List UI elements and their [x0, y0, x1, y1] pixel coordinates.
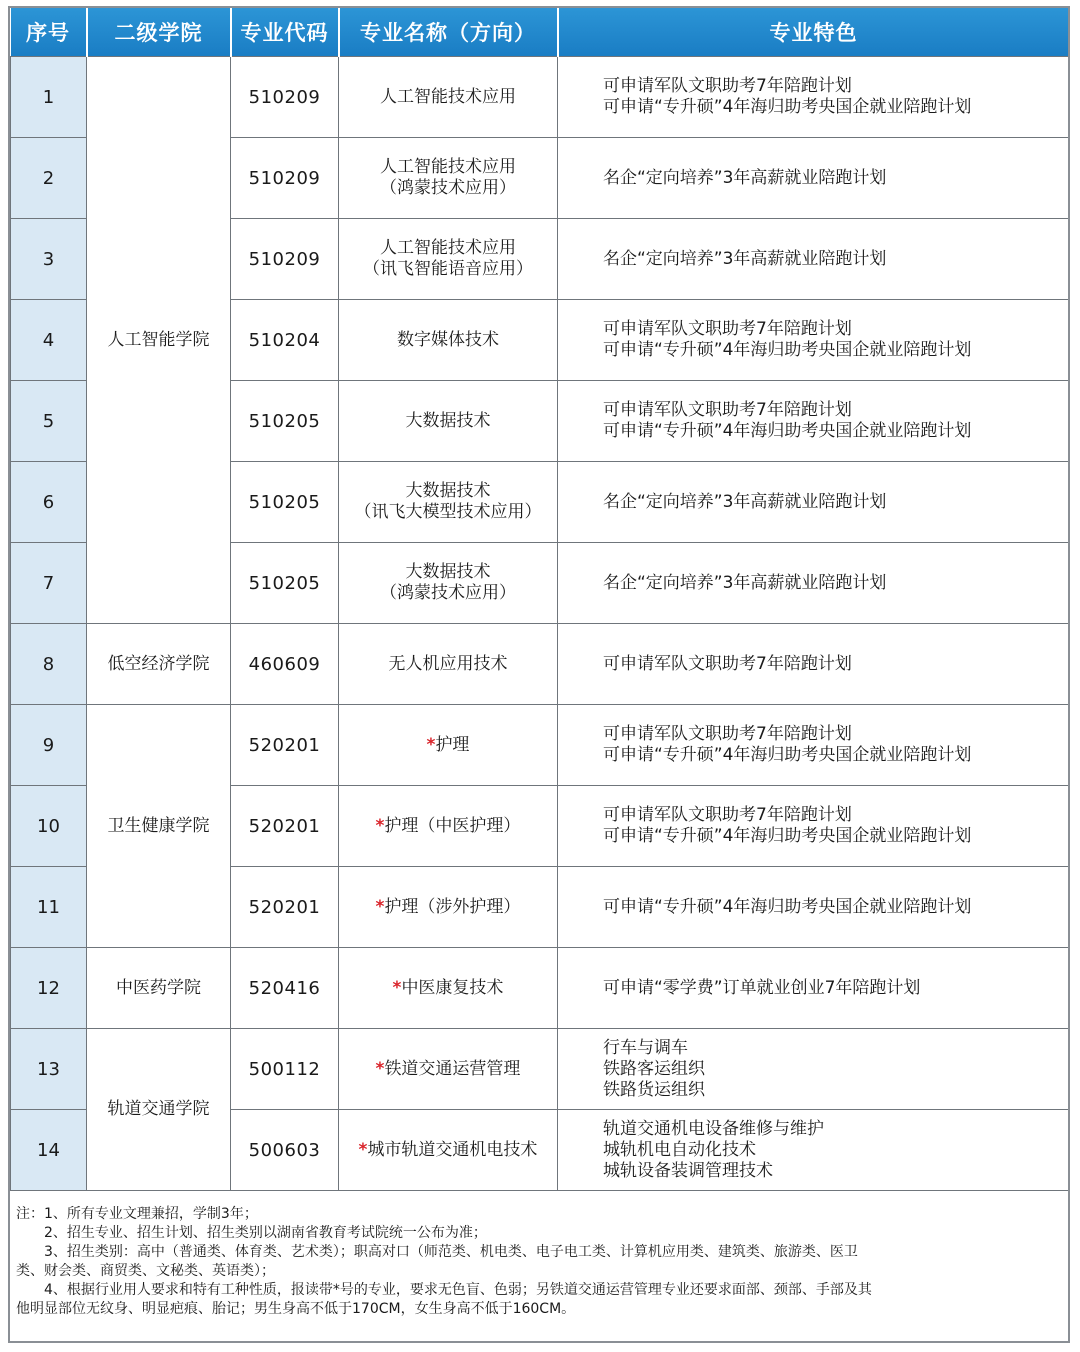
- feature-line: 可申请“专升硕”4年海归助考央国企就业陪跑计划: [603, 896, 972, 917]
- major-name-line: [339, 897, 557, 918]
- note-item: [16, 1243, 1054, 1281]
- major-features: [558, 300, 1069, 381]
- major-name-line: [339, 654, 557, 675]
- row-index: 7: [11, 543, 87, 624]
- header-features: 专业特色: [558, 8, 1069, 57]
- college-name: 人工智能学院: [87, 57, 231, 624]
- notes-lead: 注：: [16, 1206, 44, 1222]
- major-name-text: 人工智能技术应用: [380, 157, 516, 177]
- major-name-text: 护理: [435, 734, 470, 755]
- major-name-text: （鸿蒙技术应用）: [380, 178, 516, 198]
- major-name-line: [339, 1140, 557, 1161]
- note-line: 1、所有专业文理兼招，学制3年；: [44, 1206, 258, 1222]
- major-name-text: 中医康复技术: [401, 977, 504, 998]
- row-index: 13: [11, 1029, 87, 1110]
- major-name: [339, 1029, 558, 1110]
- table-row: [11, 1029, 1069, 1110]
- feature-line: 可申请军队文职助考7年陪跑计划: [603, 319, 852, 339]
- feature-line: 轨道交通机电设备维修与维护: [603, 1118, 824, 1139]
- major-code: 520201: [231, 786, 339, 867]
- feature-line: 可申请“专升硕”4年海归助考央国企就业陪跑计划: [603, 97, 972, 117]
- row-index: 6: [11, 462, 87, 543]
- college-name: 轨道交通学院: [87, 1029, 231, 1191]
- major-name-text: 护理（中医护理）: [384, 815, 521, 836]
- major-name-line: [339, 502, 557, 523]
- restriction-star-mark: *: [358, 1139, 368, 1160]
- row-index: 8: [11, 624, 87, 705]
- row-index: 9: [11, 705, 87, 786]
- header-index: 序号: [11, 8, 87, 57]
- major-name-line: [339, 411, 557, 432]
- major-name-text: 大数据技术: [405, 410, 491, 431]
- enrollment-table-frame: [8, 6, 1070, 1343]
- feature-line: 行车与调车: [603, 1037, 688, 1058]
- major-features: [558, 1110, 1069, 1191]
- feature-line: 城轨设备装调管理技术: [603, 1160, 773, 1181]
- feature-line: 可申请“专升硕”4年海归助考央国企就业陪跑计划: [603, 421, 972, 441]
- feature-line: 铁路货运组织: [603, 1079, 705, 1100]
- row-index: 1: [11, 57, 87, 138]
- major-name-text: 数字媒体技术: [397, 329, 499, 350]
- major-name: [339, 1110, 558, 1191]
- college-name: 卫生健康学院: [87, 705, 231, 948]
- feature-line: 名企“定向培养”3年高薪就业陪跑计划: [603, 572, 887, 593]
- major-features: [558, 381, 1069, 462]
- major-features: [558, 948, 1069, 1029]
- major-name-line: [339, 562, 557, 583]
- major-name: [339, 786, 558, 867]
- majors-table: [10, 8, 1069, 1191]
- feature-line: 可申请“专升硕”4年海归助考央国企就业陪跑计划: [603, 745, 972, 765]
- major-name-text: （鸿蒙技术应用）: [380, 583, 516, 603]
- major-code: 520201: [231, 705, 339, 786]
- major-name: [339, 624, 558, 705]
- row-index: 2: [11, 138, 87, 219]
- table-row: [11, 705, 1069, 786]
- major-name-text: 护理（涉外护理）: [384, 896, 521, 917]
- note-line: 2、招生专业、招生计划、招生类别以湖南省教育考试院统一公布为准；: [44, 1225, 487, 1241]
- major-name: [339, 300, 558, 381]
- college-name: 中医药学院: [87, 948, 231, 1029]
- table-row: [11, 624, 1069, 705]
- table-row: [11, 948, 1069, 1029]
- restriction-star-mark: *: [375, 896, 385, 917]
- major-name-text: 人工智能技术应用: [380, 86, 516, 107]
- feature-line: 可申请军队文职助考7年陪跑计划: [603, 805, 852, 825]
- major-name-line: [339, 735, 557, 756]
- restriction-star-mark: *: [392, 977, 402, 998]
- major-name: [339, 867, 558, 948]
- major-name: [339, 57, 558, 138]
- feature-line: 名企“定向培养”3年高薪就业陪跑计划: [603, 248, 887, 269]
- major-code: 510205: [231, 462, 339, 543]
- major-name-text: 大数据技术: [405, 562, 491, 582]
- major-code: 510209: [231, 138, 339, 219]
- major-features: [558, 624, 1069, 705]
- major-name-text: （讯飞大模型技术应用）: [354, 502, 542, 522]
- major-name: [339, 462, 558, 543]
- restriction-star-mark: *: [426, 734, 436, 755]
- major-features: [558, 138, 1069, 219]
- major-name-text: 铁道交通运营管理: [384, 1058, 521, 1079]
- major-features: [558, 867, 1069, 948]
- major-features: [558, 57, 1069, 138]
- feature-line: 名企“定向培养”3年高薪就业陪跑计划: [603, 491, 887, 512]
- major-code: 510205: [231, 543, 339, 624]
- feature-line: 可申请“零学费”订单就业创业7年陪跑计划: [603, 977, 921, 998]
- feature-line: 城轨机电自动化技术: [603, 1139, 756, 1160]
- restriction-star-mark: *: [375, 1058, 385, 1079]
- feature-line: 名企“定向培养”3年高薪就业陪跑计划: [603, 167, 887, 188]
- note-item: [16, 1281, 1054, 1319]
- notes-section: [10, 1191, 1068, 1319]
- feature-line: 可申请“专升硕”4年海归助考央国企就业陪跑计划: [603, 340, 972, 360]
- feature-line: 可申请军队文职助考7年陪跑计划: [603, 76, 852, 96]
- note-line: 3、招生类别：高中（普通类、体育类、艺术类）；职高对口（师范类、机电类、电子电工类、计算机应用类、建筑类、旅游类、医卫: [44, 1244, 858, 1260]
- note-line: 他明显部位无纹身、明显疤痕、胎记；男生身高不低于170CM，女生身高不低于160CM。: [16, 1301, 576, 1317]
- major-name: [339, 219, 558, 300]
- major-features: [558, 219, 1069, 300]
- major-features: [558, 786, 1069, 867]
- row-index: 3: [11, 219, 87, 300]
- major-features: [558, 543, 1069, 624]
- major-code: 520416: [231, 948, 339, 1029]
- table-row: [11, 57, 1069, 138]
- major-code: 500603: [231, 1110, 339, 1191]
- major-code: 510209: [231, 219, 339, 300]
- major-features: [558, 705, 1069, 786]
- major-code: 510204: [231, 300, 339, 381]
- header-college: 二级学院: [87, 8, 231, 57]
- major-code: 510209: [231, 57, 339, 138]
- major-code: 510205: [231, 381, 339, 462]
- feature-line: 可申请军队文职助考7年陪跑计划: [603, 724, 852, 744]
- major-name-line: [339, 259, 557, 280]
- major-name: [339, 543, 558, 624]
- table-body: [11, 57, 1069, 1191]
- row-index: 10: [11, 786, 87, 867]
- major-code: 460609: [231, 624, 339, 705]
- major-name-text: 无人机应用技术: [388, 653, 508, 674]
- major-name: [339, 138, 558, 219]
- major-name-line: [339, 481, 557, 502]
- header-major-name: 专业名称（方向）: [339, 8, 558, 57]
- major-code: 520201: [231, 867, 339, 948]
- major-name-line: [339, 330, 557, 351]
- major-name-line: [339, 238, 557, 259]
- row-index: 11: [11, 867, 87, 948]
- major-features: [558, 462, 1069, 543]
- major-code: 500112: [231, 1029, 339, 1110]
- major-name-line: [339, 87, 557, 108]
- row-index: 4: [11, 300, 87, 381]
- feature-line: 可申请“专升硕”4年海归助考央国企就业陪跑计划: [603, 826, 972, 846]
- row-index: 5: [11, 381, 87, 462]
- major-name-line: [339, 178, 557, 199]
- feature-line: 铁路客运组织: [603, 1058, 705, 1079]
- major-name-text: （讯飞智能语音应用）: [363, 259, 533, 279]
- note-item: [16, 1205, 1054, 1224]
- row-index: 14: [11, 1110, 87, 1191]
- major-name-text: 城市轨道交通机电技术: [367, 1139, 538, 1160]
- major-name: [339, 948, 558, 1029]
- note-line: 4、根据行业用人要求和特有工种性质，报读带*号的专业，要求无色盲、色弱；另铁道交通运营管理专业还要求面部、颈部、手部及其: [44, 1282, 872, 1298]
- row-index: 12: [11, 948, 87, 1029]
- major-name-text: 大数据技术: [405, 481, 491, 501]
- college-name: 低空经济学院: [87, 624, 231, 705]
- major-name-text: 人工智能技术应用: [380, 238, 516, 258]
- feature-line: 可申请军队文职助考7年陪跑计划: [603, 653, 852, 674]
- header-code: 专业代码: [231, 8, 339, 57]
- major-name: [339, 705, 558, 786]
- feature-line: 可申请军队文职助考7年陪跑计划: [603, 400, 852, 420]
- major-name-line: [339, 583, 557, 604]
- major-name-line: [339, 157, 557, 178]
- note-item: [44, 1224, 1054, 1243]
- major-name: [339, 381, 558, 462]
- major-features: [558, 1029, 1069, 1110]
- major-name-line: [339, 1059, 557, 1080]
- major-name-line: [339, 978, 557, 999]
- major-name-line: [339, 816, 557, 837]
- note-line: 类、财会类、商贸类、文秘类、英语类）；: [16, 1263, 275, 1279]
- restriction-star-mark: *: [375, 815, 385, 836]
- table-header-row: [11, 8, 1069, 57]
